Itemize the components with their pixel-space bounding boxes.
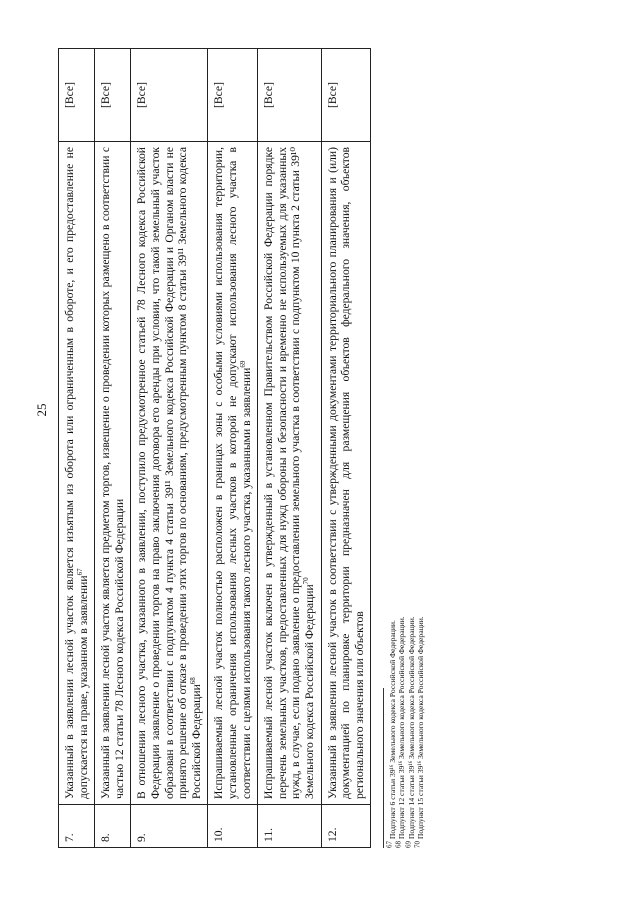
row-text: Указанный в заявлении лесной участок в соответствии с утвержденными документами территориального планирования и (или) документацией по планировке территории предназначен для размещения объектов федерального значения, объектов регионального значения или объектов: [325, 147, 366, 799]
footnote-ref: 68: [188, 677, 197, 685]
row-number: 8.: [95, 805, 131, 848]
page-number: 25: [34, 403, 49, 417]
row-scope: [Все]: [131, 49, 208, 142]
footnote-text: Подпункт 6 статьи 39¹⁶ Земельного кодекса Российской Федерации.: [388, 620, 398, 840]
row-scope: [Все]: [258, 49, 321, 142]
rotated-page-content: [58, 48, 588, 848]
footnote-text: Подпункт 14 статьи 39¹⁶ Земельного кодекса Российской Федерации.: [406, 616, 416, 840]
footnote-divider: [383, 688, 384, 848]
row-text: Указанный в заявлении лесной участок является предметом торгов, извещение о проведении которых размещено в соответствии с частью 12 статьи 78 Лесного кодекса Российской Федерации: [99, 147, 126, 799]
footnote: [413, 48, 425, 848]
footnote-text: Подпункт 15 статьи 39¹⁶ Земельного кодекса Российской Федерации.: [415, 616, 425, 840]
footnote: [394, 48, 407, 848]
row-number: 12.: [321, 805, 371, 848]
row-text: В отношении лесного участка, указанного в заявлении, поступило предусмотренное статьей 78 Лесного кодекса Российской Федерации заявление о проведении торгов на право заключения договора его аренды при условии, что такой земельный участок образован в соответствии с подпунктом 4 пункта 4 статьи 39¹¹ Земельного кодекса Российской Федерации и Органом власти не принято решение об отказе в проведении этих торгов по основаниям, предусмотренным пунктом 8 статьи 39¹¹ Земельного кодекса Российской Федерации: [135, 147, 203, 799]
row-scope: [Все]: [59, 49, 95, 142]
table-row: [258, 49, 321, 848]
row-text-cell: [258, 142, 321, 805]
footnote-text: Подпункт 12 статьи 39¹⁶ Земельного кодекса Российской Федерации.: [397, 616, 407, 840]
footnote: [404, 48, 416, 848]
table-row: [59, 49, 95, 848]
footnote-number: 69: [404, 841, 413, 848]
table-row: [131, 49, 208, 848]
criteria-table: [58, 48, 371, 848]
table-row: [321, 49, 371, 848]
row-text-cell: [95, 142, 131, 805]
row-text: Испрашиваемый лесной участок полностью расположен в границах зоны с особыми условиями использования территории, установленные ограничения использования лесных участков в которой не допускают использования лесного участка в соответствии с целями использования такого лесного участка, указанными в заявлении: [212, 147, 253, 799]
footnote-number: 68: [394, 841, 403, 848]
row-text: Испрашиваемый лесной участок включен в утвержденный в установленном Правительством Российской Федерации порядке перечень земельных участков, предоставленных для нужд обороны и безопасности и временно не используемых для указанных нужд, в случае, если подано заявление о предоставлении земельного участка в соответствии с подпунктом 10 пункта 2 статьи 39¹⁰ Земельного кодекса Российской Федерации: [262, 147, 316, 799]
row-scope: [Все]: [95, 49, 131, 142]
row-number: 7.: [59, 805, 95, 848]
footnote-ref: 67: [75, 568, 84, 576]
table-row: [95, 49, 131, 848]
row-text-cell: [321, 142, 371, 805]
row-scope: [Все]: [208, 49, 258, 142]
footnote-ref: 69: [238, 360, 247, 368]
row-text-cell: [59, 142, 95, 805]
row-text-cell: [208, 142, 258, 805]
table-row: [208, 49, 258, 848]
row-scope: [Все]: [321, 49, 371, 142]
footnote-number: 70: [413, 841, 422, 848]
row-number: 11.: [258, 805, 321, 848]
footnote-number: 67: [385, 841, 394, 848]
row-text: Указанный в заявлении лесной участок является изъятым из оборота или ограниченным в обороте, и его предоставление не допускается на праве, указанном в заявлении: [63, 147, 90, 799]
row-text-cell: [131, 142, 208, 805]
footnotes: [385, 48, 425, 848]
row-number: 10.: [208, 805, 258, 848]
row-number: 9.: [131, 805, 208, 848]
footnote-ref: 70: [302, 577, 311, 585]
